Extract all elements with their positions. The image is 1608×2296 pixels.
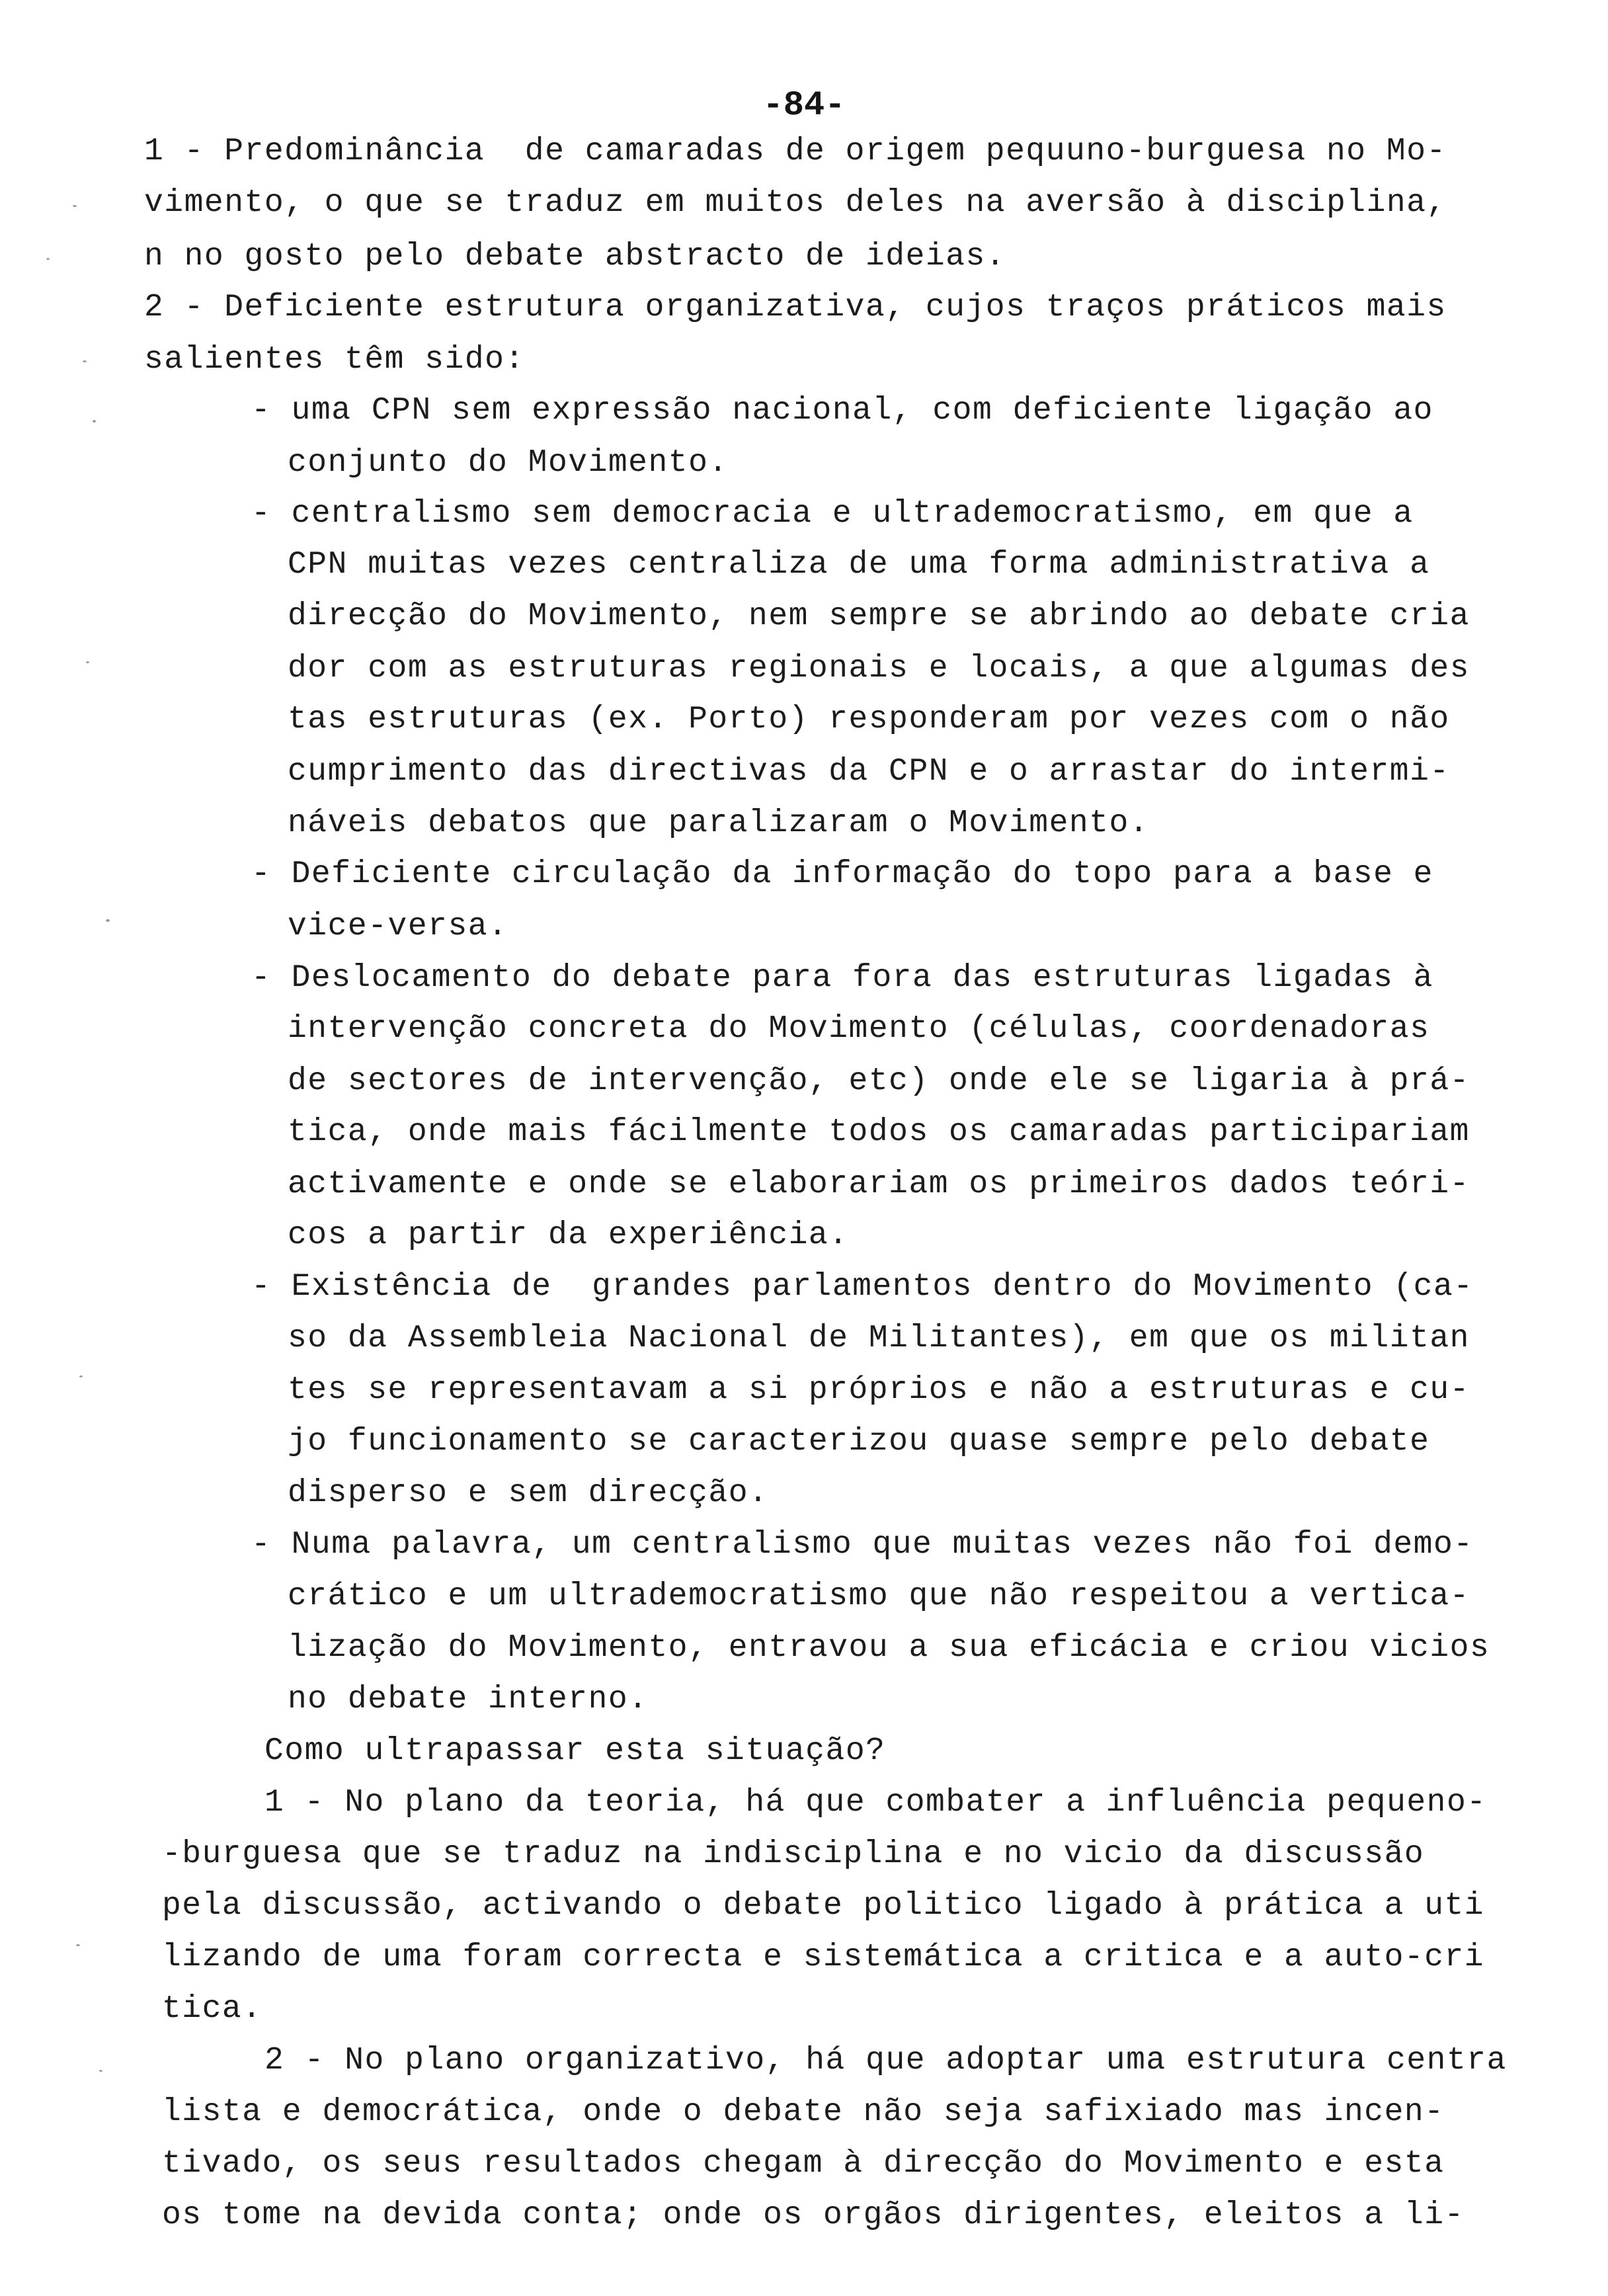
text-line: disperso e sem direcção. <box>288 1475 769 1511</box>
text-line: lista e democrática, onde o debate não seja safixiado mas incen- <box>162 2094 1445 2130</box>
page-number: -84- <box>762 86 846 125</box>
text-line: direcção do Movimento, nem sempre se abrindo ao debate cria <box>288 598 1470 634</box>
text-line: os tome na devida conta; onde os orgãos dirigentes, eleitos a li- <box>162 2197 1465 2233</box>
text-line: cumprimento das directivas da CPN e o arrastar do intermi- <box>288 754 1450 790</box>
text-line: n no gosto pelo debate abstracto de ideias. <box>144 239 1006 274</box>
text-line: - Numa palavra, um centralismo que muitas vezes não foi demo- <box>251 1527 1474 1563</box>
text-line: lizando de uma foram correcta e sistemática a critica e a auto-cri <box>162 1940 1485 1975</box>
scan-speck <box>86 661 89 663</box>
text-line: tas estruturas (ex. Porto) responderam por vezes com o não <box>288 702 1450 737</box>
text-line: so da Assembleia Nacional de Militantes), em que os militan <box>288 1321 1470 1356</box>
text-line: -burguesa que se traduz na indisciplina e no vicio da discussão <box>162 1836 1425 1872</box>
text-line: vice-versa. <box>288 909 508 944</box>
text-line: jo funcionamento se caracterizou quase sempre pelo debate <box>288 1424 1430 1459</box>
text-line: conjunto do Movimento. <box>288 445 729 481</box>
text-line: activamente e onde se elaborariam os primeiros dados teóri- <box>288 1167 1470 1202</box>
text-line: lização do Movimento, entravou a sua eficácia e criou vicios <box>288 1630 1490 1666</box>
text-line: tica, onde mais fácilmente todos os camaradas participariam <box>288 1114 1470 1150</box>
scan-speck <box>83 360 87 362</box>
scan-speck <box>99 2070 102 2072</box>
text-line: intervenção concreta do Movimento (células, coordenadoras <box>288 1011 1430 1047</box>
text-line: de sectores de intervenção, etc) onde ele se ligaria à prá- <box>288 1063 1470 1099</box>
text-line: CPN muitas vezes centraliza de uma forma administrativa a <box>288 547 1430 583</box>
text-line: pela discussão, activando o debate politico ligado à prática a uti <box>162 1888 1485 1924</box>
text-line: vimento, o que se traduz em muitos deles na aversão à disciplina, <box>144 185 1447 221</box>
text-line: no debate interno. <box>288 1682 649 1717</box>
text-line: - centralismo sem democracia e ultrademocratismo, em que a <box>251 496 1414 532</box>
text-line: tivado, os seus resultados chegam à direcção do Movimento e esta <box>162 2146 1445 2182</box>
scan-speck <box>79 1375 83 1377</box>
text-line: salientes têm sido: <box>144 342 525 378</box>
scan-speck <box>93 420 96 423</box>
scan-speck <box>73 205 77 207</box>
text-line: 2 - Deficiente estrutura organizativa, cujos traços práticos mais <box>144 290 1447 325</box>
scan-speck <box>46 258 50 260</box>
text-line: - uma CPN sem expressão nacional, com deficiente ligação ao <box>251 393 1433 429</box>
text-line: 1 - Predominância de camaradas de origem pequuno-burguesa no Mo- <box>144 134 1447 169</box>
scan-speck <box>106 919 110 922</box>
text-line: - Deficiente circulação da informação do topo para a base e <box>251 856 1433 892</box>
text-line: crático e um ultrademocratismo que não respeitou a vertica- <box>288 1578 1470 1614</box>
text-line: - Deslocamento do debate para fora das estruturas ligadas à <box>251 960 1433 996</box>
text-line: cos a partir da experiência. <box>288 1217 849 1253</box>
text-line: tes se representavam a si próprios e não a estruturas e cu- <box>288 1372 1470 1408</box>
text-line: dor com as estruturas regionais e locais, a que algumas des <box>288 651 1470 686</box>
text-line: náveis debatos que paralizaram o Movimento. <box>288 805 1150 841</box>
text-line: 2 - No plano organizativo, há que adoptar uma estrutura centra <box>264 2043 1507 2078</box>
scan-speck <box>76 1944 80 1946</box>
text-line: - Existência de grandes parlamentos dentro do Movimento (ca- <box>251 1269 1474 1305</box>
text-line: 1 - No plano da teoria, há que combater a influência pequeno- <box>264 1785 1487 1821</box>
text-line: Como ultrapassar esta situação? <box>264 1733 886 1769</box>
text-line: tica. <box>162 1991 262 2027</box>
